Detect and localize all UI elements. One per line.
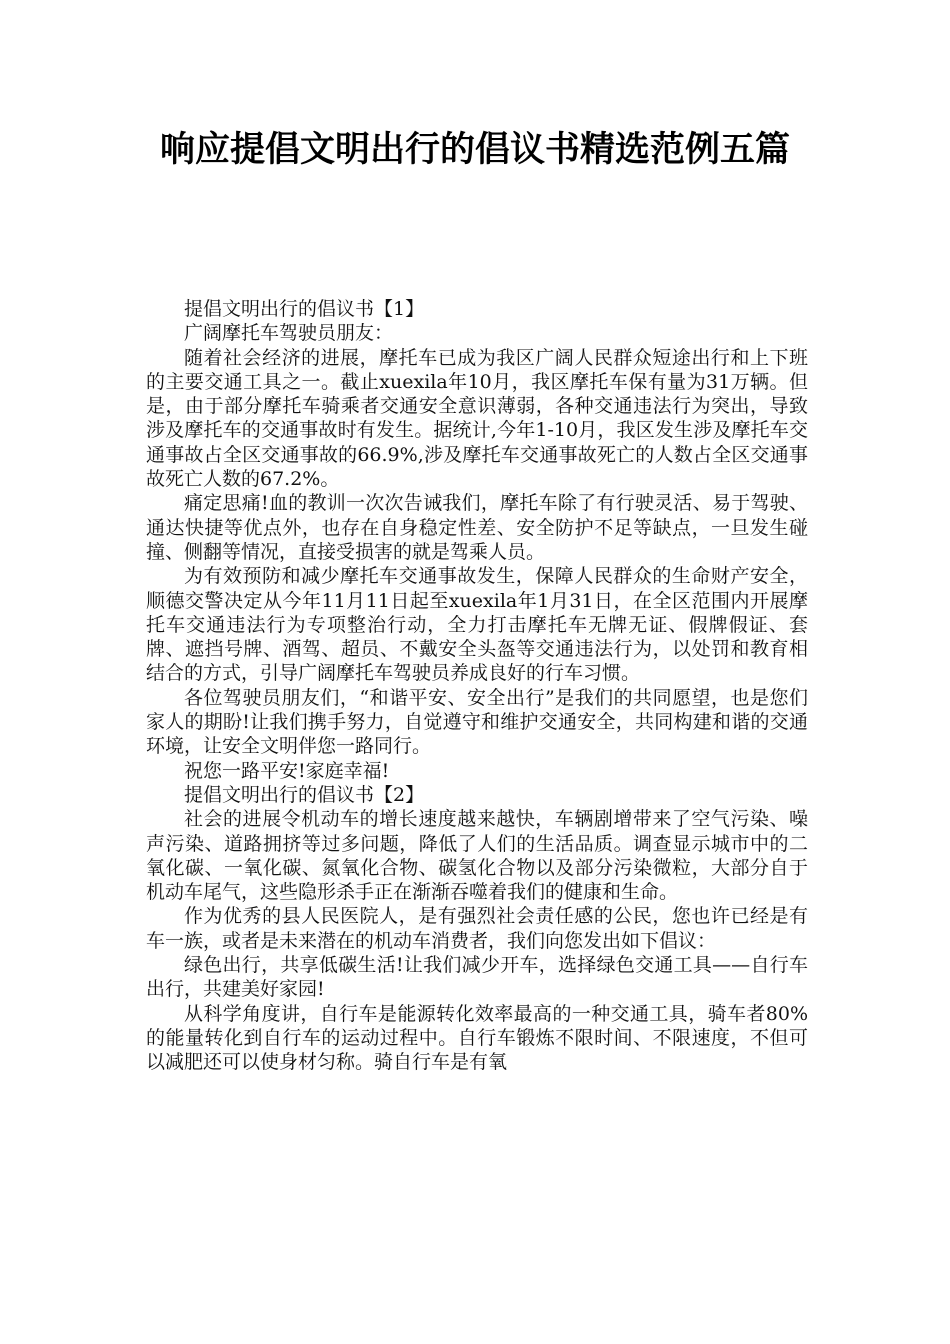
body-paragraph: 痛定思痛!血的教训一次次告诫我们，摩托车除了有行驶灵活、易于驾驶、通达快捷等优点外，也存在自身稳定性差、安全防护不足等缺点，一旦发生碰撞、侧翻等情况，直接受损害的就是驾乘人员。 — [146, 492, 808, 563]
body-paragraph: 各位驾驶员朋友们，“和谐平安、安全出行”是我们的共同愿望，也是您们家人的期盼!让我们携手努力，自觉遵守和维护交通安全，共同构建和谐的交通环境，让安全文明伴您一路同行。 — [146, 686, 808, 758]
salutation: 广阔摩托车驾驶员朋友： — [184, 322, 394, 345]
document-body — [146, 297, 808, 1075]
closing-wish: 祝您一路平安!家庭幸福! — [184, 759, 390, 782]
document-title: 响应提倡文明出行的倡议书精选范例五篇 — [159, 130, 790, 170]
body-paragraph: 随着社会经济的进展，摩托车已成为我区广阔人民群众短途出行和上下班的主要交通工具之一。截止xuexila年10月，我区摩托车保有量为31万辆。但是，由于部分摩托车骑乘者交通安全意识薄弱，各种交通违法行为突出，导致涉及摩托车的交通事故时有发生。据统计,今年1-10月，我区发生涉及摩托车交通事故占全区交通事故的66.9%,涉及摩托车交通事故死亡的人数占全区交通事故死亡人数的67.2%。 — [146, 346, 808, 491]
body-paragraph: 从科学角度讲，自行车是能源转化效率最高的一种交通工具，骑车者80%的能量转化到自行车的运动过程中。自行车锻炼不限时间、不限速度，不但可以减肥还可以使身材匀称。骑自行车是有氧 — [146, 1002, 808, 1074]
body-paragraph: 社会的进展令机动车的增长速度越来越快，车辆剧增带来了空气污染、噪声污染、道路拥挤等过多问题，降低了人们的生活品质。调查显示城市中的二氧化碳、一氧化碳、氮氧化合物、碳氢化合物以及部分污染微粒，大部分自于机动车尾气，这些隐形杀手正在渐渐吞噬着我们的健康和生命。 — [146, 808, 808, 904]
section-heading-2: 提倡文明出行的倡议书【2】 — [184, 783, 425, 806]
body-paragraph: 为有效预防和减少摩托车交通事故发生，保障人民群众的生命财产安全，顺德交警决定从今年11月11日起至xuexila年1月31日，在全区范围内开展摩托车交通违法行为专项整治行动，全力打击摩托车无牌无证、假牌假证、套牌、遮挡号牌、酒驾、超员、不戴安全头盔等交通违法行为，以处罚和教育相结合的方式，引导广阔摩托车驾驶员养成良好的行车习惯。 — [146, 565, 808, 685]
section-heading-1: 提倡文明出行的倡议书【1】 — [184, 298, 425, 320]
body-paragraph: 绿色出行，共享低碳生活!让我们减少开车，选择绿色交通工具——自行车出行，共建美好家园! — [146, 954, 808, 1001]
body-paragraph: 作为优秀的县人民医院人，是有强烈社会责任感的公民，您也许已经是有车一族，或者是未来潜在的机动车消费者，我们向您发出如下倡议： — [146, 905, 808, 952]
